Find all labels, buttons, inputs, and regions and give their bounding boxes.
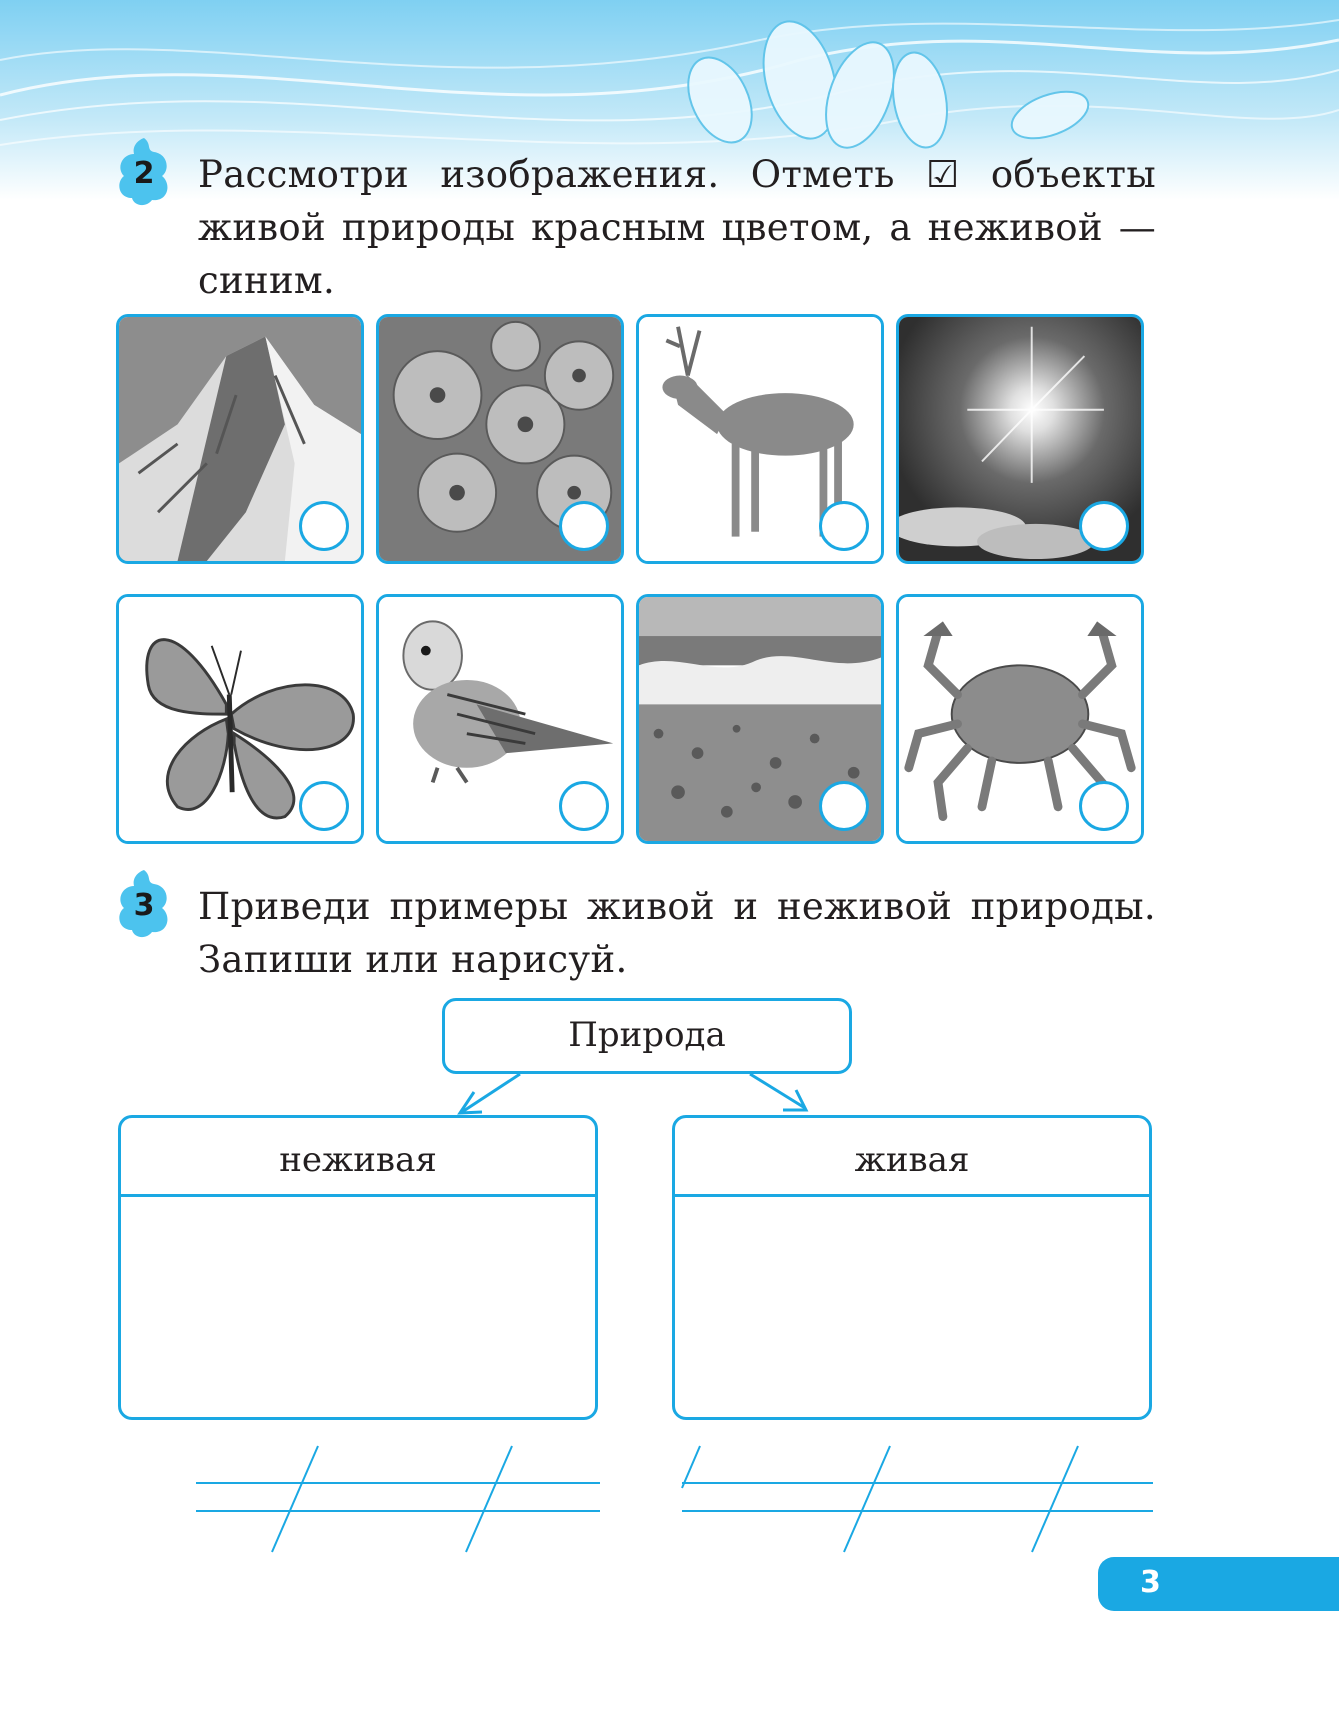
checkbox-circle[interactable] (1079, 501, 1129, 551)
picture-card-sun (896, 314, 1144, 564)
picture-card-parrot (376, 594, 624, 844)
checkbox-circle[interactable] (299, 501, 349, 551)
checkbox-circle[interactable] (819, 501, 869, 551)
living-answer-area[interactable] (675, 1197, 1149, 1417)
picture-card-mountain (116, 314, 364, 564)
task-number: 2 (133, 156, 155, 191)
picture-card-sea-shore (636, 594, 884, 844)
checkbox-circle[interactable] (559, 501, 609, 551)
task2-instruction: Рассмотри изображения. Отметь ☑ объекты живой природы красным цветом, а неживой — синим. (198, 153, 1156, 302)
checkbox-circle[interactable] (1079, 781, 1129, 831)
picture-card-crab (896, 594, 1144, 844)
task-number: 3 (133, 888, 155, 923)
living-box (672, 1115, 1152, 1420)
nonliving-answer-area[interactable] (121, 1197, 595, 1417)
picture-card-butterfly (116, 594, 364, 844)
picture-card-flowers (376, 314, 624, 564)
task-number-badge (116, 868, 172, 940)
nature-root-label: Природа (568, 1015, 726, 1055)
page-number: 3 (1140, 1565, 1161, 1600)
checkbox-circle[interactable] (819, 781, 869, 831)
nonliving-label: неживая (279, 1140, 437, 1180)
checkbox-circle[interactable] (299, 781, 349, 831)
task3-instruction: Приведи примеры живой и неживой природы. Запиши или нарисуй. (198, 885, 1156, 981)
picture-card-deer (636, 314, 884, 564)
nonliving-box (118, 1115, 598, 1420)
task-number-badge (116, 136, 172, 208)
checkbox-circle[interactable] (559, 781, 609, 831)
page-number-tab (1098, 1557, 1339, 1611)
living-label: живая (854, 1140, 970, 1180)
nature-root-box (442, 998, 852, 1074)
